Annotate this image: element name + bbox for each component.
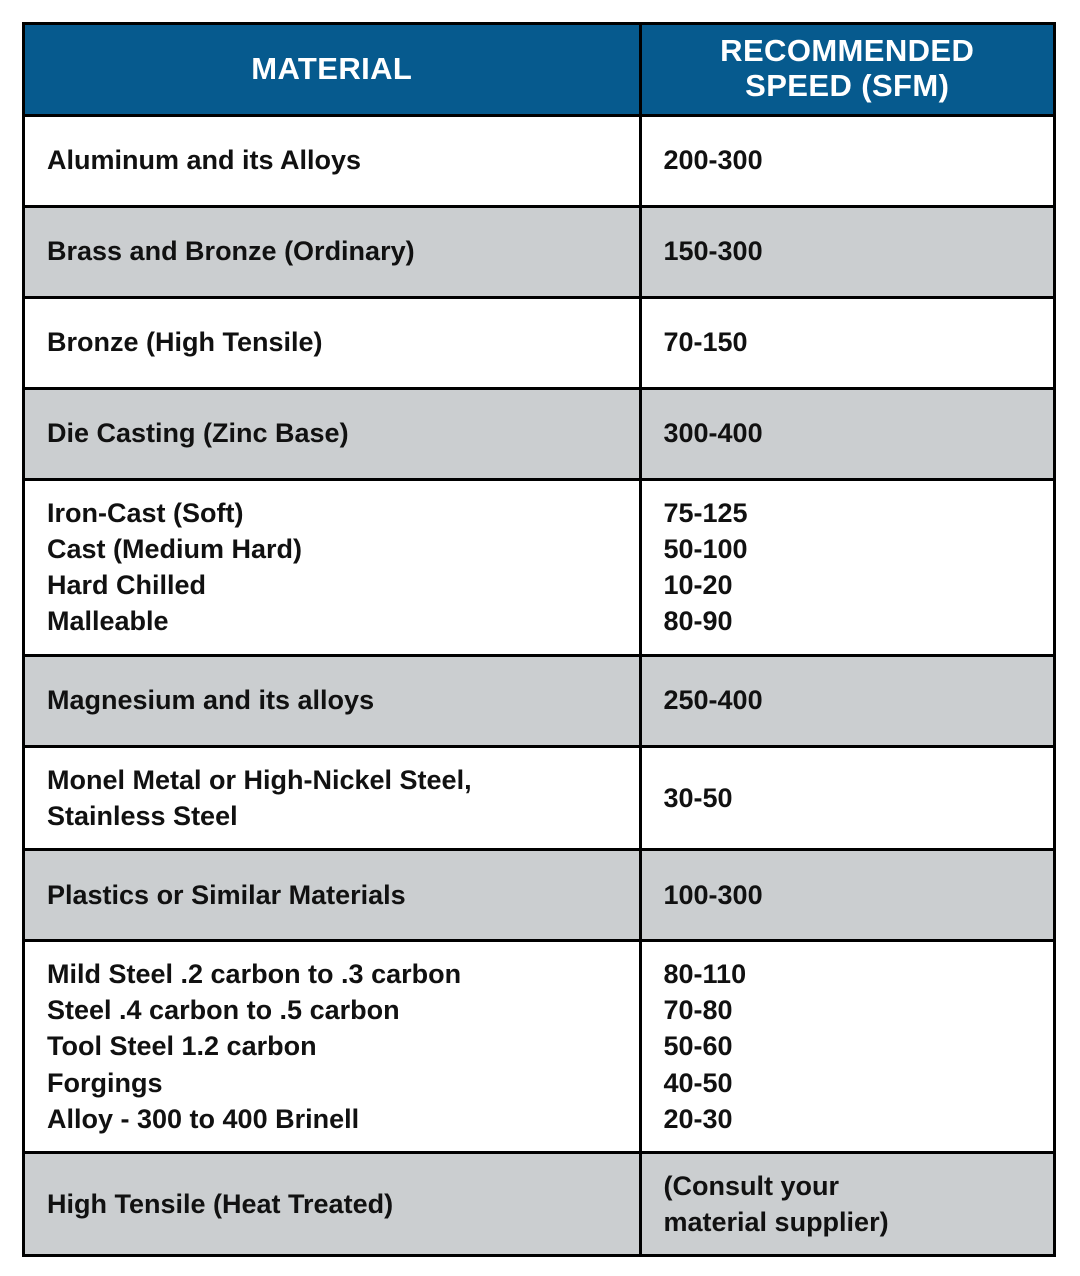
material-cell-line: Brass and Bronze (Ordinary) — [47, 236, 415, 267]
speed-cell — [640, 655, 1053, 746]
speed-cell-line: 20-30 — [663, 1103, 733, 1134]
speed-cell-line: 80-90 — [663, 606, 733, 637]
table-row — [25, 297, 1053, 388]
speed-cell — [640, 850, 1053, 941]
speed-cell-line: 80-110 — [663, 959, 747, 990]
material-cell-line: Tool Steel 1.2 carbon — [47, 1031, 317, 1062]
material-cell — [25, 297, 640, 388]
material-cell-line: Iron-Cast (Soft) — [47, 497, 244, 528]
speed-cell-lines — [664, 495, 1038, 640]
speed-cell — [640, 297, 1053, 388]
recommended-speed-table — [22, 22, 1056, 1257]
material-cell-line: Alloy - 300 to 400 Brinell — [47, 1103, 360, 1134]
material-cell-line: Magnesium and its alloys — [47, 685, 375, 716]
header-row — [25, 25, 1053, 115]
column-header-speed-line1: RECOMMENDED — [720, 33, 975, 68]
table-row — [25, 655, 1053, 746]
speed-cell-line: material supplier) — [663, 1207, 889, 1238]
material-cell — [25, 479, 640, 655]
speed-cell — [640, 746, 1053, 849]
table-row — [25, 941, 1053, 1153]
material-cell-line: Plastics or Similar Materials — [47, 879, 406, 910]
table-row — [25, 115, 1053, 206]
material-cell-lines — [47, 878, 623, 913]
material-cell-line: Forgings — [47, 1067, 163, 1098]
material-cell — [25, 388, 640, 479]
speed-cell — [640, 1153, 1053, 1255]
speed-cell-line: 250-400 — [663, 685, 763, 716]
column-header-material-label: MATERIAL — [251, 50, 413, 86]
material-cell-lines — [47, 956, 623, 1137]
speed-cell — [640, 115, 1053, 206]
material-cell-line: Malleable — [47, 606, 169, 637]
material-cell-line: Bronze (High Tensile) — [47, 327, 323, 358]
material-cell — [25, 655, 640, 746]
speed-cell-line: 150-300 — [663, 236, 763, 267]
speed-cell-lines — [664, 780, 1038, 816]
speed-cell — [640, 388, 1053, 479]
material-cell-lines — [47, 762, 623, 834]
speed-cell-lines — [664, 234, 1038, 269]
speed-cell-lines — [664, 143, 1038, 178]
table-row — [25, 746, 1053, 849]
material-cell-line: Stainless Steel — [47, 800, 238, 831]
material-cell — [25, 746, 640, 849]
material-cell-line: Monel Metal or High-Nickel Steel, — [47, 764, 472, 795]
speed-cell-line: 200-300 — [663, 145, 763, 176]
speed-cell-line: 50-60 — [663, 1031, 733, 1062]
speed-cell-line: 30-50 — [663, 782, 733, 813]
speed-cell-lines — [664, 878, 1038, 913]
table-body — [25, 115, 1053, 1254]
material-cell — [25, 1153, 640, 1255]
speed-cell — [640, 941, 1053, 1153]
speed-cell-line: (Consult your — [663, 1171, 839, 1201]
material-cell-line: Cast (Medium Hard) — [47, 533, 303, 564]
speed-cell-line: 75-125 — [663, 497, 748, 528]
table-row — [25, 850, 1053, 941]
material-cell-lines — [47, 234, 623, 269]
speed-cell-line: 300-400 — [663, 418, 763, 449]
speed-table — [25, 25, 1053, 1254]
speed-cell-line: 50-100 — [663, 533, 748, 564]
column-header-material — [25, 25, 640, 115]
speed-cell — [640, 479, 1053, 655]
material-cell-line: Mild Steel .2 carbon to .3 carbon — [47, 959, 462, 990]
material-cell-lines — [47, 416, 623, 451]
material-cell — [25, 206, 640, 297]
material-cell-lines — [47, 325, 623, 360]
material-cell-line: High Tensile (Heat Treated) — [47, 1189, 394, 1220]
material-cell — [25, 115, 640, 206]
material-cell-line: Hard Chilled — [47, 570, 207, 601]
material-cell-line: Aluminum and its Alloys — [47, 145, 362, 176]
material-cell-lines — [47, 1186, 623, 1222]
material-cell-lines — [47, 683, 623, 718]
table-row — [25, 479, 1053, 655]
material-cell-lines — [47, 495, 623, 640]
speed-cell-line: 70-150 — [663, 327, 748, 358]
material-cell-line: Steel .4 carbon to .5 carbon — [47, 995, 400, 1026]
table-row — [25, 206, 1053, 297]
material-cell — [25, 941, 640, 1153]
speed-cell-line: 70-80 — [663, 995, 733, 1026]
table-header — [25, 25, 1053, 115]
speed-cell-line: 100-300 — [663, 879, 763, 910]
material-cell-line: Die Casting (Zinc Base) — [47, 418, 349, 449]
speed-cell-lines — [664, 416, 1038, 451]
table-row — [25, 388, 1053, 479]
table-row — [25, 1153, 1053, 1255]
speed-cell-lines — [664, 325, 1038, 360]
speed-cell-lines — [664, 683, 1038, 718]
material-cell — [25, 850, 640, 941]
speed-cell-lines — [664, 1168, 1038, 1240]
column-header-speed — [640, 25, 1053, 115]
speed-cell-lines — [664, 956, 1038, 1137]
speed-cell-line: 10-20 — [663, 570, 733, 601]
material-cell-lines — [47, 143, 623, 178]
column-header-speed-line2: SPEED (SFM) — [745, 68, 950, 104]
speed-cell-line: 40-50 — [663, 1067, 733, 1098]
speed-cell — [640, 206, 1053, 297]
